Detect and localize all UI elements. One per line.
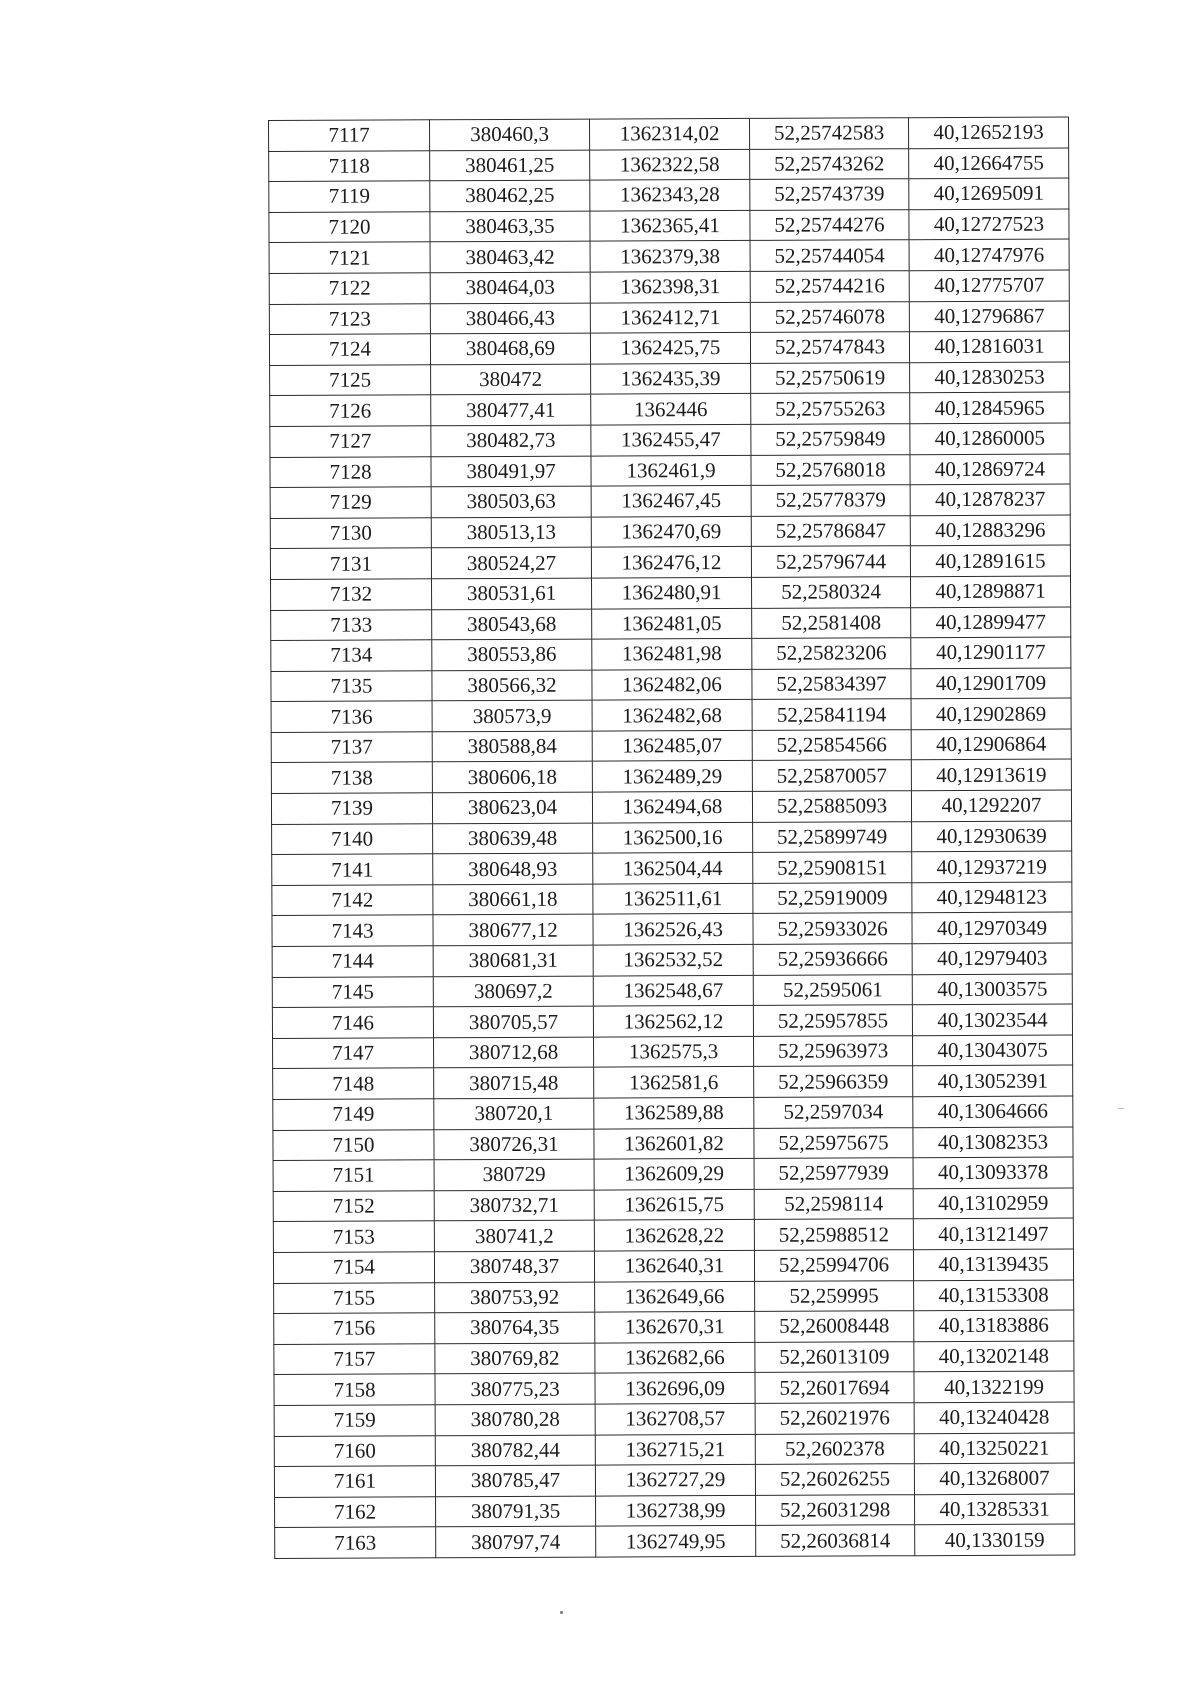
longitude-cell: 40,12830253 — [910, 362, 1070, 393]
y-coordinate-cell: 1362482,06 — [592, 669, 752, 700]
longitude-cell: 40,12902869 — [911, 698, 1071, 729]
x-coordinate-cell: 380477,41 — [431, 394, 591, 425]
point-number-cell: 7124 — [269, 334, 430, 365]
latitude-cell: 52,26008448 — [755, 1311, 914, 1342]
latitude-cell: 52,26026255 — [755, 1464, 914, 1495]
point-number-cell: 7147 — [273, 1038, 434, 1069]
x-coordinate-cell: 380503,63 — [431, 486, 591, 517]
longitude-cell: 40,12727523 — [909, 209, 1069, 240]
table-row — [273, 1096, 1073, 1130]
y-coordinate-cell: 1362575,3 — [594, 1036, 754, 1067]
point-number-cell: 7141 — [272, 854, 433, 885]
y-coordinate-cell: 1362470,69 — [591, 516, 751, 547]
table-row — [271, 668, 1071, 702]
longitude-cell: 40,12816031 — [909, 331, 1069, 362]
y-coordinate-cell: 1362708,57 — [595, 1403, 755, 1434]
point-number-cell: 7143 — [272, 915, 433, 946]
point-number-cell: 7156 — [274, 1313, 435, 1344]
x-coordinate-cell: 380729 — [434, 1159, 594, 1190]
longitude-cell: 40,13153308 — [914, 1280, 1074, 1311]
table-row — [273, 1035, 1073, 1069]
x-coordinate-cell: 380677,12 — [433, 915, 593, 946]
latitude-cell: 52,25755263 — [751, 393, 910, 424]
longitude-cell: 40,12796867 — [909, 301, 1069, 332]
point-number-cell: 7148 — [273, 1068, 434, 1099]
latitude-cell: 52,25977939 — [754, 1158, 913, 1189]
table-row — [270, 484, 1070, 518]
x-coordinate-cell: 380461,25 — [430, 150, 590, 181]
longitude-cell: 40,13043075 — [913, 1035, 1073, 1066]
table-row — [269, 117, 1069, 151]
latitude-cell: 52,25933026 — [753, 913, 912, 944]
x-coordinate-cell: 380741,2 — [434, 1220, 594, 1251]
table-row — [269, 239, 1069, 273]
longitude-cell: 40,13139435 — [913, 1249, 1073, 1280]
latitude-cell: 52,259995 — [755, 1280, 914, 1311]
longitude-cell: 40,12937219 — [912, 851, 1072, 882]
x-coordinate-cell: 380588,84 — [432, 731, 592, 762]
longitude-cell: 40,12775707 — [909, 270, 1069, 301]
y-coordinate-cell: 1362343,28 — [590, 180, 750, 211]
point-number-cell: 7123 — [269, 303, 430, 334]
point-number-cell: 7149 — [273, 1099, 434, 1130]
longitude-cell: 40,12883296 — [910, 515, 1070, 546]
x-coordinate-cell: 380464,03 — [430, 272, 590, 303]
longitude-cell: 40,12664755 — [909, 148, 1069, 179]
coordinates-table — [268, 117, 1075, 1559]
x-coordinate-cell: 380524,27 — [431, 547, 591, 578]
x-coordinate-cell: 380748,37 — [434, 1251, 594, 1282]
point-number-cell: 7154 — [273, 1252, 434, 1283]
table-row — [273, 1065, 1073, 1099]
x-coordinate-cell: 380462,25 — [430, 180, 590, 211]
y-coordinate-cell: 1362467,45 — [591, 486, 751, 517]
table-row — [271, 637, 1071, 671]
table-row — [269, 148, 1069, 182]
point-number-cell: 7152 — [273, 1191, 434, 1222]
point-number-cell: 7137 — [271, 732, 432, 763]
y-coordinate-cell: 1362628,22 — [594, 1220, 754, 1251]
longitude-cell: 40,13052391 — [913, 1065, 1073, 1096]
y-coordinate-cell: 1362581,6 — [594, 1067, 754, 1098]
x-coordinate-cell: 380753,92 — [435, 1282, 595, 1313]
x-coordinate-cell: 380681,31 — [433, 945, 593, 976]
y-coordinate-cell: 1362504,44 — [593, 853, 753, 884]
y-coordinate-cell: 1362481,05 — [592, 608, 752, 639]
y-coordinate-cell: 1362481,98 — [592, 638, 752, 669]
table-row — [274, 1433, 1074, 1467]
latitude-cell: 52,2595061 — [753, 974, 912, 1005]
point-number-cell: 7136 — [271, 701, 432, 732]
point-number-cell: 7135 — [271, 670, 432, 701]
table-row — [273, 1218, 1073, 1252]
latitude-cell: 52,2581408 — [752, 607, 911, 638]
y-coordinate-cell: 1362489,29 — [592, 761, 752, 792]
table-row — [274, 1310, 1074, 1344]
point-number-cell: 7144 — [272, 946, 433, 977]
point-number-cell: 7120 — [269, 212, 430, 243]
longitude-cell: 40,1292207 — [911, 790, 1071, 821]
x-coordinate-cell: 380785,47 — [435, 1465, 595, 1496]
longitude-cell: 40,13240428 — [914, 1402, 1074, 1433]
scan-edge-mark — [1118, 1108, 1124, 1109]
y-coordinate-cell: 1362589,88 — [594, 1097, 754, 1128]
longitude-cell: 40,13202148 — [914, 1341, 1074, 1372]
table-row — [274, 1280, 1074, 1314]
point-number-cell: 7132 — [271, 579, 432, 610]
latitude-cell: 52,25744054 — [750, 240, 909, 271]
longitude-cell: 40,12695091 — [909, 178, 1069, 209]
table-row — [273, 1127, 1073, 1161]
point-number-cell: 7129 — [270, 487, 431, 518]
longitude-cell: 40,12860005 — [910, 423, 1070, 454]
x-coordinate-cell: 380705,57 — [433, 1006, 593, 1037]
latitude-cell: 52,2580324 — [751, 577, 910, 608]
x-coordinate-cell: 380543,68 — [432, 609, 592, 640]
table-row — [272, 851, 1072, 885]
table-row — [275, 1494, 1075, 1528]
point-number-cell: 7153 — [273, 1221, 434, 1252]
table-row — [272, 882, 1072, 916]
longitude-cell: 40,1330159 — [915, 1524, 1075, 1555]
y-coordinate-cell: 1362455,47 — [591, 424, 751, 455]
latitude-cell: 52,25899749 — [753, 821, 912, 852]
point-number-cell: 7142 — [272, 885, 433, 916]
longitude-cell: 40,12901177 — [911, 637, 1071, 668]
x-coordinate-cell: 380491,97 — [431, 456, 591, 487]
point-number-cell: 7157 — [274, 1344, 435, 1375]
y-coordinate-cell: 1362322,58 — [590, 149, 750, 180]
longitude-cell: 40,12899477 — [911, 607, 1071, 638]
latitude-cell: 52,25870057 — [752, 760, 911, 791]
y-coordinate-cell: 1362425,75 — [590, 333, 750, 364]
point-number-cell: 7155 — [274, 1282, 435, 1313]
longitude-cell: 40,12970349 — [912, 912, 1072, 943]
y-coordinate-cell: 1362500,16 — [593, 822, 753, 853]
latitude-cell: 52,25744276 — [750, 209, 909, 240]
point-number-cell: 7133 — [271, 609, 432, 640]
latitude-cell: 52,25743739 — [750, 179, 909, 210]
x-coordinate-cell: 380791,35 — [436, 1496, 596, 1527]
latitude-cell: 52,26036814 — [756, 1525, 915, 1556]
point-number-cell: 7138 — [271, 762, 432, 793]
latitude-cell: 52,25908151 — [753, 852, 912, 883]
x-coordinate-cell: 380472 — [431, 364, 591, 395]
longitude-cell: 40,13082353 — [913, 1127, 1073, 1158]
longitude-cell: 40,13102959 — [913, 1188, 1073, 1219]
point-number-cell: 7122 — [269, 273, 430, 304]
point-number-cell: 7119 — [269, 181, 430, 212]
table-row — [275, 1524, 1075, 1558]
latitude-cell: 52,26013109 — [755, 1341, 914, 1372]
point-number-cell: 7161 — [274, 1466, 435, 1497]
table-row — [274, 1341, 1074, 1375]
y-coordinate-cell: 1362526,43 — [593, 914, 753, 945]
longitude-cell: 40,12930639 — [912, 821, 1072, 852]
point-number-cell: 7121 — [269, 242, 430, 273]
y-coordinate-cell: 1362749,95 — [596, 1526, 756, 1557]
latitude-cell: 52,25885093 — [752, 791, 911, 822]
table-row — [272, 912, 1072, 946]
longitude-cell: 40,13183886 — [914, 1310, 1074, 1341]
y-coordinate-cell: 1362365,41 — [590, 210, 750, 241]
x-coordinate-cell: 380782,44 — [435, 1435, 595, 1466]
latitude-cell: 52,25747843 — [750, 332, 909, 363]
point-number-cell: 7140 — [272, 823, 433, 854]
y-coordinate-cell: 1362601,82 — [594, 1128, 754, 1159]
point-number-cell: 7127 — [270, 426, 431, 457]
table-row — [269, 209, 1069, 243]
point-number-cell: 7159 — [274, 1405, 435, 1436]
table-body — [269, 117, 1075, 1558]
table-row — [272, 943, 1072, 977]
longitude-cell: 40,13003575 — [912, 974, 1072, 1005]
longitude-cell: 40,1322199 — [914, 1371, 1074, 1402]
x-coordinate-cell: 380775,23 — [435, 1373, 595, 1404]
x-coordinate-cell: 380466,43 — [430, 303, 590, 334]
table-row — [269, 331, 1069, 365]
longitude-cell: 40,12845965 — [910, 392, 1070, 423]
longitude-cell: 40,12898871 — [910, 576, 1070, 607]
point-number-cell: 7145 — [272, 976, 433, 1007]
longitude-cell: 40,12913619 — [911, 759, 1071, 790]
latitude-cell: 52,25796744 — [751, 546, 910, 577]
longitude-cell: 40,13121497 — [913, 1218, 1073, 1249]
point-number-cell: 7146 — [272, 1007, 433, 1038]
table-row — [271, 759, 1071, 793]
y-coordinate-cell: 1362485,07 — [592, 730, 752, 761]
latitude-cell: 52,25759849 — [751, 424, 910, 455]
table-row — [274, 1371, 1074, 1405]
table-row — [270, 423, 1070, 457]
x-coordinate-cell: 380764,35 — [435, 1312, 595, 1343]
longitude-cell: 40,12948123 — [912, 882, 1072, 913]
longitude-cell: 40,12878237 — [910, 484, 1070, 515]
latitude-cell: 52,25786847 — [751, 515, 910, 546]
y-coordinate-cell: 1362615,75 — [594, 1189, 754, 1220]
longitude-cell: 40,12869724 — [910, 454, 1070, 485]
y-coordinate-cell: 1362446 — [591, 394, 751, 425]
point-number-cell: 7150 — [273, 1129, 434, 1160]
latitude-cell: 52,25936666 — [753, 944, 912, 975]
point-number-cell: 7128 — [270, 456, 431, 487]
table-row — [273, 1157, 1073, 1191]
point-number-cell: 7125 — [270, 365, 431, 396]
table-row — [271, 576, 1071, 610]
point-number-cell: 7130 — [270, 518, 431, 549]
latitude-cell: 52,25963973 — [754, 1036, 913, 1067]
longitude-cell: 40,12747976 — [909, 239, 1069, 270]
point-number-cell: 7118 — [269, 150, 430, 181]
table-row — [270, 515, 1070, 549]
table-row — [269, 178, 1069, 212]
point-number-cell: 7139 — [271, 793, 432, 824]
y-coordinate-cell: 1362379,38 — [590, 241, 750, 272]
y-coordinate-cell: 1362670,31 — [595, 1312, 755, 1343]
table-row — [271, 698, 1071, 732]
y-coordinate-cell: 1362435,39 — [591, 363, 751, 394]
latitude-cell: 52,25841194 — [752, 699, 911, 730]
x-coordinate-cell: 380661,18 — [433, 884, 593, 915]
latitude-cell: 52,25746078 — [750, 301, 909, 332]
y-coordinate-cell: 1362412,71 — [590, 302, 750, 333]
scan-speck — [560, 1611, 563, 1614]
table-row — [274, 1402, 1074, 1436]
latitude-cell: 52,25988512 — [754, 1219, 913, 1250]
x-coordinate-cell: 380712,68 — [434, 1037, 594, 1068]
latitude-cell: 52,25919009 — [753, 883, 912, 914]
x-coordinate-cell: 380769,82 — [435, 1343, 595, 1374]
y-coordinate-cell: 1362738,99 — [596, 1495, 756, 1526]
table-row — [272, 821, 1072, 855]
latitude-cell: 52,25823206 — [752, 638, 911, 669]
x-coordinate-cell: 380513,13 — [431, 517, 591, 548]
x-coordinate-cell: 380468,69 — [430, 333, 590, 364]
y-coordinate-cell: 1362494,68 — [592, 791, 752, 822]
x-coordinate-cell: 380553,86 — [432, 639, 592, 670]
table-row — [269, 301, 1069, 335]
latitude-cell: 52,25768018 — [751, 454, 910, 485]
point-number-cell: 7131 — [270, 548, 431, 579]
latitude-cell: 52,25744216 — [750, 271, 909, 302]
point-number-cell: 7151 — [273, 1160, 434, 1191]
longitude-cell: 40,13250221 — [914, 1433, 1074, 1464]
latitude-cell: 52,25750619 — [751, 362, 910, 393]
y-coordinate-cell: 1362482,68 — [592, 700, 752, 731]
table-row — [273, 1249, 1073, 1283]
y-coordinate-cell: 1362476,12 — [591, 547, 751, 578]
table-row — [272, 1004, 1072, 1038]
longitude-cell: 40,12652193 — [908, 117, 1068, 148]
longitude-cell: 40,13023544 — [912, 1004, 1072, 1035]
x-coordinate-cell: 380648,93 — [433, 853, 593, 884]
table-row — [272, 974, 1072, 1008]
table-row — [270, 545, 1070, 579]
longitude-cell: 40,12906864 — [911, 729, 1071, 760]
table-row — [271, 729, 1071, 763]
x-coordinate-cell: 380566,32 — [432, 670, 592, 701]
y-coordinate-cell: 1362715,21 — [595, 1434, 755, 1465]
x-coordinate-cell: 380726,31 — [434, 1129, 594, 1160]
longitude-cell: 40,13064666 — [913, 1096, 1073, 1127]
x-coordinate-cell: 380463,35 — [430, 211, 590, 242]
latitude-cell: 52,26017694 — [755, 1372, 914, 1403]
longitude-cell: 40,13093378 — [913, 1157, 1073, 1188]
x-coordinate-cell: 380460,3 — [430, 119, 590, 150]
point-number-cell: 7158 — [274, 1374, 435, 1405]
x-coordinate-cell: 380573,9 — [432, 700, 592, 731]
y-coordinate-cell: 1362548,67 — [593, 975, 753, 1006]
latitude-cell: 52,25743262 — [750, 148, 909, 179]
table-row — [270, 362, 1070, 396]
y-coordinate-cell: 1362511,61 — [593, 883, 753, 914]
latitude-cell: 52,25854566 — [752, 730, 911, 761]
y-coordinate-cell: 1362480,91 — [592, 577, 752, 608]
x-coordinate-cell: 380732,71 — [434, 1190, 594, 1221]
x-coordinate-cell: 380697,2 — [433, 976, 593, 1007]
x-coordinate-cell: 380531,61 — [432, 578, 592, 609]
latitude-cell: 52,26031298 — [756, 1494, 915, 1525]
longitude-cell: 40,13268007 — [914, 1463, 1074, 1494]
latitude-cell: 52,25834397 — [752, 668, 911, 699]
point-number-cell: 7117 — [269, 120, 430, 151]
x-coordinate-cell: 380606,18 — [432, 762, 592, 793]
latitude-cell: 52,2598114 — [754, 1188, 913, 1219]
y-coordinate-cell: 1362609,29 — [594, 1159, 754, 1190]
latitude-cell: 52,2597034 — [754, 1097, 913, 1128]
x-coordinate-cell: 380715,48 — [434, 1067, 594, 1098]
y-coordinate-cell: 1362640,31 — [594, 1250, 754, 1281]
table-row — [271, 790, 1071, 824]
table-row — [273, 1188, 1073, 1222]
x-coordinate-cell: 380639,48 — [433, 823, 593, 854]
longitude-cell: 40,12901709 — [911, 668, 1071, 699]
y-coordinate-cell: 1362727,29 — [595, 1465, 755, 1496]
point-number-cell: 7160 — [274, 1435, 435, 1466]
longitude-cell: 40,13285331 — [915, 1494, 1075, 1525]
point-number-cell: 7163 — [275, 1527, 436, 1558]
y-coordinate-cell: 1362461,9 — [591, 455, 751, 486]
table-row — [269, 270, 1069, 304]
latitude-cell: 52,26021976 — [755, 1403, 914, 1434]
y-coordinate-cell: 1362562,12 — [593, 1006, 753, 1037]
x-coordinate-cell: 380780,28 — [435, 1404, 595, 1435]
table-row — [270, 454, 1070, 488]
point-number-cell: 7126 — [270, 395, 431, 426]
latitude-cell: 52,2602378 — [755, 1433, 914, 1464]
latitude-cell: 52,25966359 — [754, 1066, 913, 1097]
y-coordinate-cell: 1362696,09 — [595, 1373, 755, 1404]
table-row — [274, 1463, 1074, 1497]
longitude-cell: 40,12891615 — [910, 545, 1070, 576]
y-coordinate-cell: 1362314,02 — [589, 118, 749, 149]
y-coordinate-cell: 1362649,66 — [595, 1281, 755, 1312]
x-coordinate-cell: 380797,74 — [436, 1526, 596, 1557]
y-coordinate-cell: 1362682,66 — [595, 1342, 755, 1373]
x-coordinate-cell: 380720,1 — [434, 1098, 594, 1129]
y-coordinate-cell: 1362532,52 — [593, 944, 753, 975]
x-coordinate-cell: 380623,04 — [432, 792, 592, 823]
table-row — [270, 392, 1070, 426]
latitude-cell: 52,25957855 — [753, 1005, 912, 1036]
latitude-cell: 52,25975675 — [754, 1127, 913, 1158]
latitude-cell: 52,25994706 — [754, 1250, 913, 1281]
latitude-cell: 52,25742583 — [749, 118, 908, 149]
x-coordinate-cell: 380463,42 — [430, 241, 590, 272]
table-row — [271, 607, 1071, 641]
point-number-cell: 7162 — [275, 1497, 436, 1528]
longitude-cell: 40,12979403 — [912, 943, 1072, 974]
point-number-cell: 7134 — [271, 640, 432, 671]
latitude-cell: 52,25778379 — [751, 485, 910, 516]
x-coordinate-cell: 380482,73 — [431, 425, 591, 456]
y-coordinate-cell: 1362398,31 — [590, 271, 750, 302]
